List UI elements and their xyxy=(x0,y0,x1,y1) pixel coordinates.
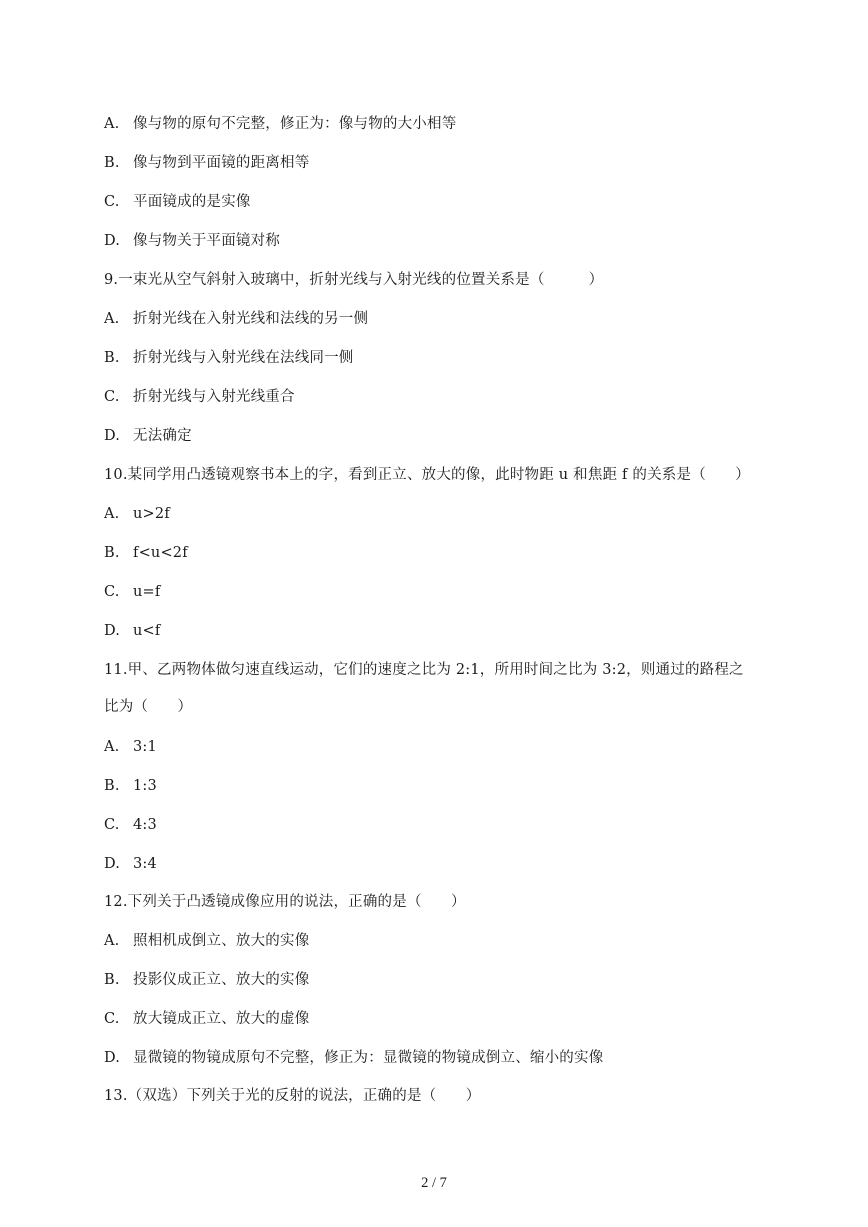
option-text: 1:3 xyxy=(133,778,157,794)
option-letter: D. xyxy=(104,428,121,444)
q11-option-b xyxy=(104,776,157,796)
q12-option-d xyxy=(104,1048,603,1068)
q12-option-b xyxy=(104,970,309,990)
option-text: 照相机成倒立、放大的实像 xyxy=(133,933,310,949)
q10-option-d xyxy=(104,621,160,641)
page-number: 2 / 7 xyxy=(421,1175,447,1191)
option-letter: A. xyxy=(104,116,120,132)
option-text: 像与物到平面镜的距离相等 xyxy=(133,155,310,171)
q10-option-b xyxy=(104,543,188,563)
option-text: 无法确定 xyxy=(133,428,192,444)
option-letter: C. xyxy=(104,1011,120,1027)
option-letter: B. xyxy=(104,545,120,561)
option-text: 显微镜的物镜成原句不完整，修正为：显微镜的物镜成倒立、缩小的实像 xyxy=(133,1050,604,1066)
option-letter: C. xyxy=(104,389,120,405)
option-text: 像与物关于平面镜对称 xyxy=(133,233,280,249)
option-text: 投影仪成正立、放大的实像 xyxy=(133,972,310,988)
option-letter: B. xyxy=(104,350,120,366)
option-text: u>2f xyxy=(133,506,170,522)
option-letter: D. xyxy=(104,856,121,872)
q12-stem: 12.下列关于凸透镜成像应用的说法，正确的是（ ） xyxy=(104,894,466,910)
q12-option-c xyxy=(104,1009,309,1029)
option-text: 放大镜成正立、放大的虚像 xyxy=(133,1011,310,1027)
option-text: 折射光线与入射光线重合 xyxy=(133,389,295,405)
q9-option-b xyxy=(104,348,354,368)
option-text: f<u<2f xyxy=(133,545,188,561)
q11-option-a xyxy=(104,737,157,757)
q11-stem-line-1: 11.甲、乙两物体做匀速直线运动，它们的速度之比为 2:1，所用时间之比为 3:2，则通过的路程之 xyxy=(104,662,744,678)
option-letter: C. xyxy=(104,817,120,833)
q11-option-d xyxy=(104,854,157,874)
option-letter: B. xyxy=(104,155,120,171)
q9-option-c xyxy=(104,387,295,407)
q9-stem: 9.一束光从空气斜射入玻璃中，折射光线与入射光线的位置关系是（ ） xyxy=(104,272,604,288)
option-letter: C. xyxy=(104,194,120,210)
q10-option-c xyxy=(104,582,160,602)
option-letter: A. xyxy=(104,933,120,949)
option-text: u=f xyxy=(133,584,161,600)
q9-option-d xyxy=(104,426,192,446)
option-letter: A. xyxy=(104,739,120,755)
option-letter: B. xyxy=(104,778,120,794)
q11-option-c xyxy=(104,815,157,835)
q8-option-c xyxy=(104,192,251,212)
q11-stem-line-2: 比为（ ） xyxy=(104,699,193,715)
option-letter: C. xyxy=(104,584,120,600)
option-text: u<f xyxy=(133,623,161,639)
option-letter: A. xyxy=(104,506,120,522)
option-letter: D. xyxy=(104,623,121,639)
option-text: 折射光线与入射光线在法线同一侧 xyxy=(133,350,354,366)
q9-option-a xyxy=(104,309,368,329)
q8-option-b xyxy=(104,153,309,173)
option-text: 3:4 xyxy=(133,856,157,872)
q8-option-d xyxy=(104,231,280,251)
q12-option-a xyxy=(104,931,309,951)
option-letter: B. xyxy=(104,972,120,988)
option-text: 4:3 xyxy=(133,817,157,833)
option-text: 折射光线在入射光线和法线的另一侧 xyxy=(133,311,369,327)
q8-option-a xyxy=(104,114,456,134)
option-letter: D. xyxy=(104,1050,121,1066)
q10-option-a xyxy=(104,504,170,524)
option-letter: D. xyxy=(104,233,121,249)
option-text: 平面镜成的是实像 xyxy=(133,194,251,210)
q10-stem: 10.某同学用凸透镜观察书本上的字，看到正立、放大的像，此时物距 u 和焦距 f 的关系是（ ） xyxy=(104,467,750,483)
option-text: 像与物的原句不完整，修正为：像与物的大小相等 xyxy=(133,116,457,132)
option-text: 3:1 xyxy=(133,739,157,755)
option-letter: A. xyxy=(104,311,120,327)
q13-stem: 13.（双选）下列关于光的反射的说法，正确的是（ ） xyxy=(104,1088,481,1104)
